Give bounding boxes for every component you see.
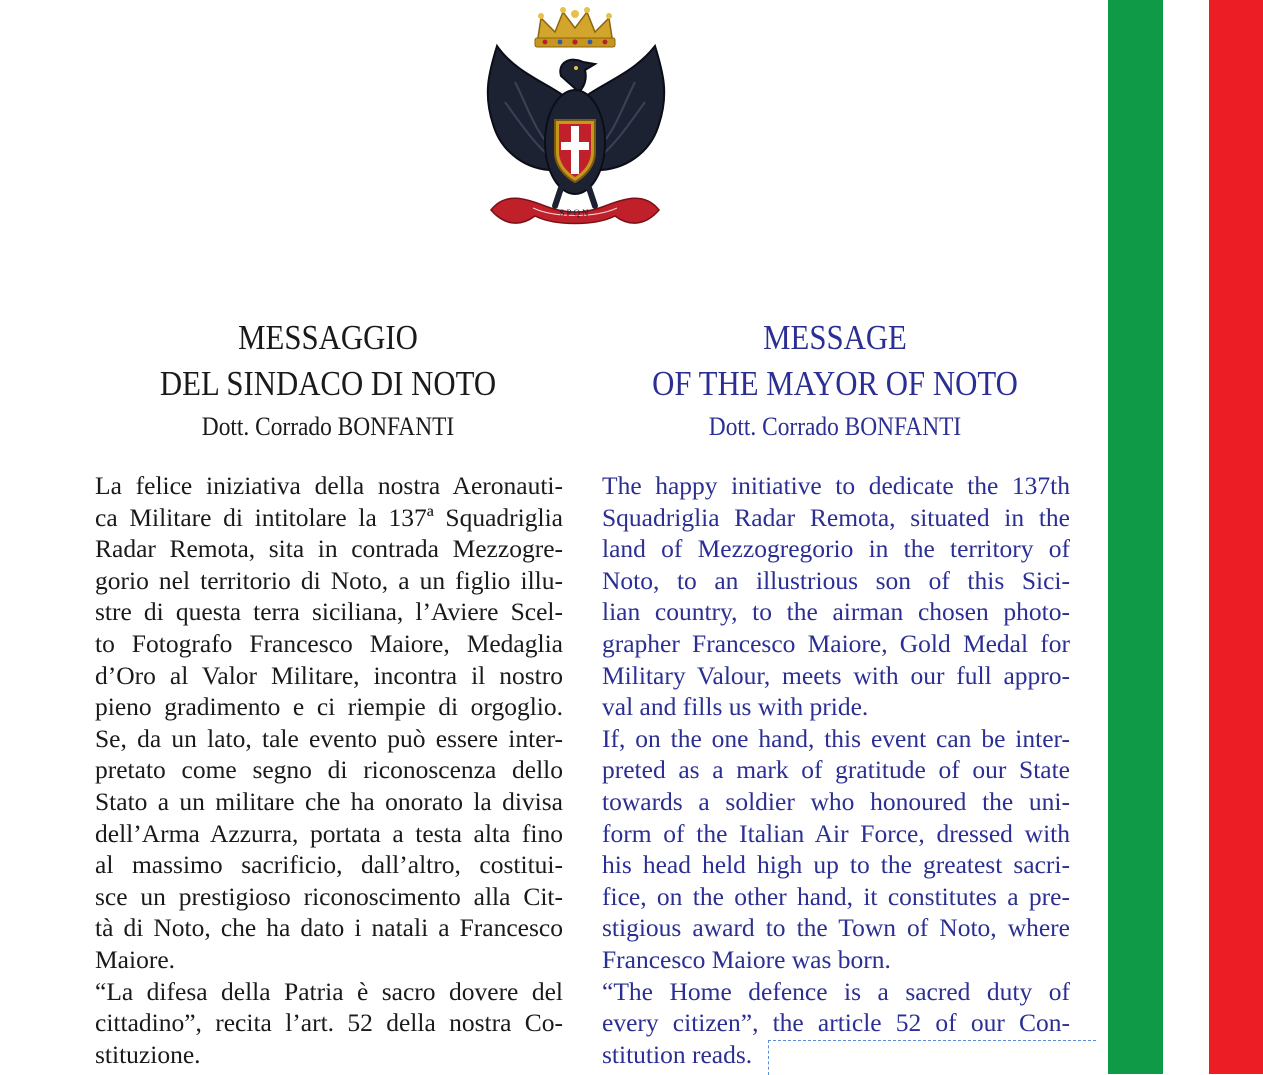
italian-line: pretato come segno di riconoscenza dello (95, 755, 563, 785)
english-line: Squadriglia Radar Remota, situated in the (602, 502, 1070, 532)
english-heading (625, 315, 1045, 447)
english-title-line-2: OF THE MAYOR OF NOTO (652, 364, 1018, 403)
english-line: every citizen”, the article 52 of our Con- (602, 1008, 1070, 1038)
text-frame-guide (768, 1040, 1096, 1075)
italian-line: al massimo sacrificio, dall’altro, costitui- (95, 850, 563, 880)
italian-line: Se, da un lato, tale evento può essere inter- (95, 723, 563, 753)
english-line: val and fills us with pride. (602, 692, 869, 722)
italian-line: to Fotografo Francesco Maiore, Medaglia (95, 628, 563, 658)
italian-line: Maiore. (95, 944, 176, 974)
english-title-line-1: MESSAGE (763, 318, 907, 357)
coat-of-arms-eagle-emblem (475, 2, 675, 242)
english-author: Dott. Corrado BONFANTI (708, 412, 962, 441)
italian-body-text (95, 470, 563, 1070)
english-line: Francesco Maiore was born. (602, 944, 891, 974)
italian-heading (118, 315, 538, 447)
english-line: land of Mezzogregorio in the territory of (602, 534, 1070, 564)
italian-line: stre di questa terra siciliana, l’Aviere Scel- (95, 597, 563, 627)
english-line: stigious award to the Town of Noto, where (602, 913, 1070, 943)
english-line: “The Home defence is a sacred duty of (602, 976, 1070, 1006)
english-body-text (602, 470, 1070, 1070)
italian-line: dell’Arma Azzurra, portata a testa alta fino (95, 818, 563, 848)
italian-line: stituzione. (95, 1039, 201, 1069)
italian-line: La felice iniziativa della nostra Aeronauti- (95, 471, 563, 500)
flag-stripe-red (1209, 0, 1263, 1074)
italian-line: tà di Noto, che ha dato i natali a Francesco (95, 913, 563, 943)
flag-stripe-green (1108, 0, 1163, 1074)
english-line: lian country, to the airman chosen photo- (602, 597, 1070, 627)
english-line: preted as a mark of gratitude of our State (602, 755, 1070, 785)
english-line: towards a soldier who honoured the uni- (602, 786, 1070, 816)
english-line: stitution reads. (602, 1039, 753, 1069)
italian-line: pieno gradimento e ci riempie di orgoglio. (95, 692, 563, 722)
italian-title-line-2: DEL SINDACO DI NOTO (159, 364, 497, 403)
english-line: form of the Italian Air Force, dressed with (602, 818, 1070, 848)
english-line: The happy initiative to dedicate the 137th (602, 471, 1070, 500)
italian-line: d’Oro al Valor Militare, incontra il nostro (95, 660, 563, 690)
english-line: fice, on the other hand, it constitutes a pre- (602, 881, 1070, 911)
motto-text: SPQN (559, 208, 591, 218)
italian-line: cittadino”, recita l’art. 52 della nostra Co- (95, 1008, 563, 1038)
crown-icon (535, 7, 615, 47)
english-line: grapher Francesco Maiore, Gold Medal for (602, 628, 1070, 658)
italian-line: sce un prestigioso riconoscimento alla Cit- (95, 881, 563, 911)
italian-line: Radar Remota, sita in contrada Mezzogre- (95, 534, 563, 564)
english-line: Noto, to an illustrious son of this Sici- (602, 565, 1070, 595)
italian-line: Stato a un militare che ha onorato la divisa (95, 786, 563, 816)
english-line: If, on the one hand, this event can be inter- (602, 723, 1070, 753)
italian-title-line-1: MESSAGGIO (238, 318, 418, 357)
flag-stripe-white (1163, 0, 1209, 1074)
italian-author: Dott. Corrado BONFANTI (201, 412, 455, 441)
english-line: his head held high up to the greatest sacri- (602, 850, 1070, 880)
italian-line: gorio nel territorio di Noto, a un figlio illu- (95, 565, 563, 595)
italian-line: “La difesa della Patria è sacro dovere del (95, 976, 563, 1006)
english-line: Military Valour, meets with our full appro- (602, 660, 1070, 690)
italian-line: ca Militare di intitolare la 137ª Squadriglia (95, 502, 563, 532)
